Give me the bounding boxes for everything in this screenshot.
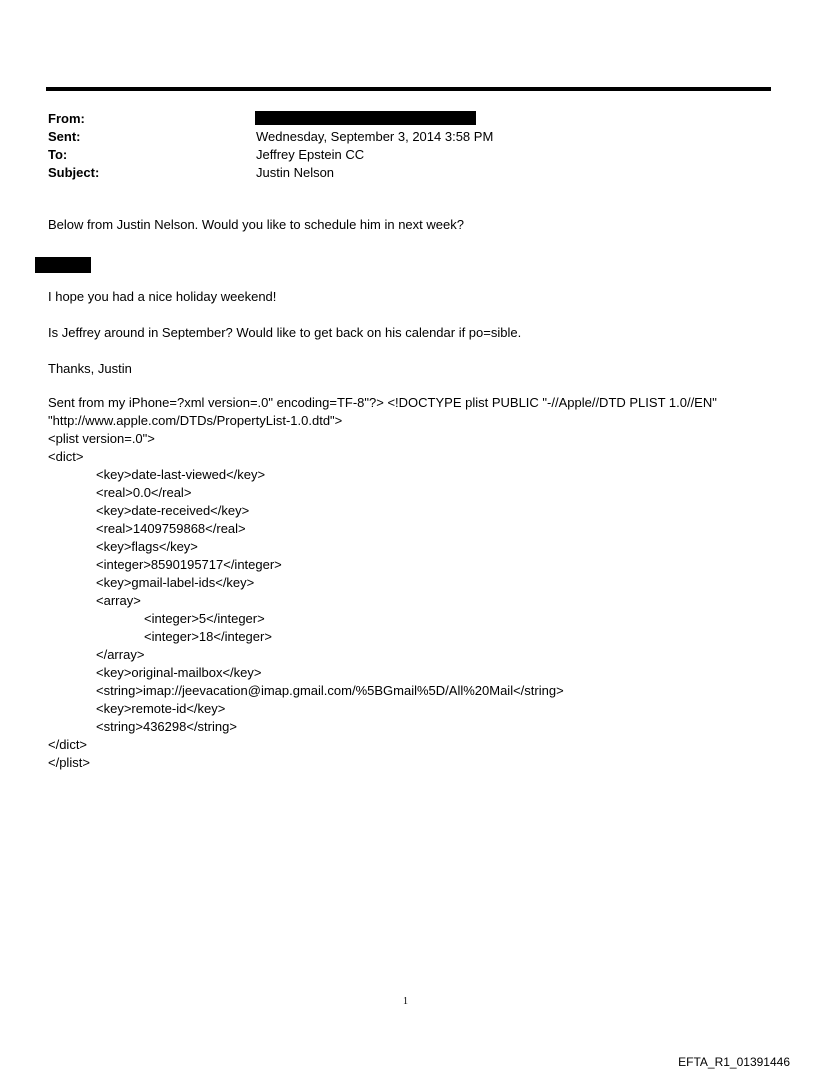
page-number: 1 (403, 996, 408, 1007)
header-row-to (48, 146, 768, 164)
header-row-subject (48, 164, 768, 182)
plist-line: <key>original-mailbox</key> (96, 665, 262, 680)
header-rule (46, 87, 771, 91)
header-label-subject: Subject: (48, 165, 100, 180)
header-value-to: Jeffrey Epstein CC (256, 147, 365, 162)
redaction-box-greeting (35, 257, 91, 273)
plist-line: <real>0.0</real> (96, 485, 192, 500)
header-label-to: To: (48, 147, 68, 162)
plist-line: Sent from my iPhone=?xml version=.0" encoding=TF-8"?> <!DOCTYPE plist PUBLIC "-//Apple//DTD PLIST 1.0//EN" (48, 395, 717, 410)
plist-line: </plist> (48, 755, 90, 770)
plist-line: <integer>8590195717</integer> (96, 557, 282, 572)
plist-line: <real>1409759868</real> (96, 521, 246, 536)
plist-line: <key>flags</key> (96, 539, 198, 554)
plist-line: <key>date-received</key> (96, 503, 250, 518)
plist-line: <key>remote-id</key> (96, 701, 226, 716)
header-row-sent (48, 128, 768, 146)
plist-line: <integer>5</integer> (144, 611, 265, 626)
header-label-from: From: (48, 111, 85, 126)
header-value-subject: Justin Nelson (256, 165, 335, 180)
plist-line: <string>imap://jeevacation@imap.gmail.com/%5BGmail%5D/All%20Mail</string> (96, 683, 564, 698)
plist-line: <plist version=.0"> (48, 431, 155, 446)
plist-line: <key>gmail-label-ids</key> (96, 575, 255, 590)
plist-line: <array> (96, 593, 141, 608)
document-id: EFTA_R1_01391446 (678, 1055, 790, 1069)
plist-line: "http://www.apple.com/DTDs/PropertyList-1.0.dtd"> (48, 413, 343, 428)
body-line-calendar: Is Jeffrey around in September? Would like to get back on his calendar if po=sible. (48, 325, 522, 340)
redaction-box-from (255, 111, 476, 125)
plist-line: </dict> (48, 737, 88, 752)
plist-line: <string>436298</string> (96, 719, 237, 734)
plist-line: <key>date-last-viewed</key> (96, 467, 266, 482)
signoff-line: Thanks, Justin (48, 361, 132, 376)
header-label-sent: Sent: (48, 129, 81, 144)
header-value-sent: Wednesday, September 3, 2014 3:58 PM (256, 129, 494, 144)
plist-line: <integer>18</integer> (144, 629, 272, 644)
plist-line: </array> (96, 647, 145, 662)
body-line-holiday: I hope you had a nice holiday weekend! (48, 289, 277, 304)
intro-line: Below from Justin Nelson. Would you like to schedule him in next week? (48, 217, 464, 232)
plist-line: <dict> (48, 449, 84, 464)
plist-block (48, 394, 717, 772)
